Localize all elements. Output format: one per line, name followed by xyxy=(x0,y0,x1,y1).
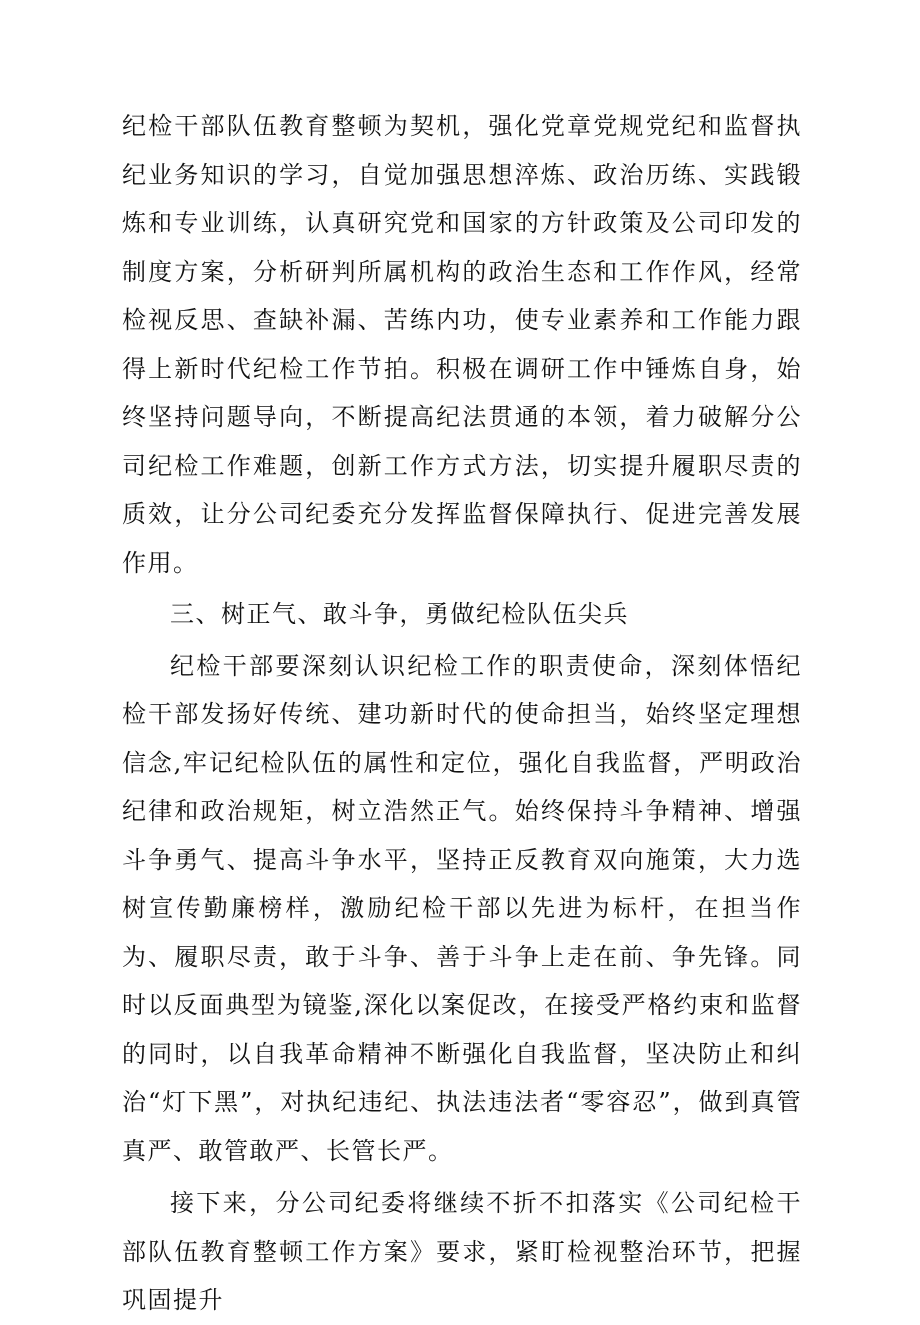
section-heading-3: 三、树正气、敢斗争，勇做纪检队伍尖兵 xyxy=(170,600,629,628)
paragraph-next-steps: 接下来，分公司纪委将继续不折不扣落实《公司纪检干部队伍教育整顿工作方案》要求，紧盯检视整治环节，把握巩固提升 xyxy=(122,1189,802,1314)
paragraph-section-3: 纪检干部要深刻认识纪检工作的职责使命，深刻体悟纪检干部发扬好传统、建功新时代的使命担当，始终坚定理想信念,牢记纪检队伍的属性和定位，强化自我监督，严明政治纪律和政治规矩，树立浩然正气。始终保持斗争精神、增强斗争勇气、提高斗争水平，坚持正反教育双向施策，大力选树宣传勤廉榜样，激励纪检干部以先进为标杆，在担当作为、履职尽责，敢于斗争、善于斗争上走在前、争先锋。同时以反面典型为镜鉴,深化以案促改，在接受严格约束和监督的同时，以自我革命精神不断强化自我监督，坚决防止和纠治“灯下黑”，对执纪违纪、执法违法者“零容忍”，做到真管真严、敢管敢严、长管长严。 xyxy=(122,651,802,1165)
paragraph-continuation: 纪检干部队伍教育整顿为契机，强化党章党规党纪和监督执纪业务知识的学习，自觉加强思想淬炼、政治历练、实践锻炼和专业训练，认真研究党和国家的方针政策及公司印发的制度方案，分析研判所属机构的政治生态和工作作风，经常检视反思、查缺补漏、苦练内功，使专业素养和工作能力跟得上新时代纪检工作节拍。积极在调研工作中锤炼自身，始终坚持问题导向，不断提高纪法贯通的本领，着力破解分公司纪检工作难题，创新工作方式方法，切实提升履职尽责的质效，让分公司纪委充分发挥监督保障执行、促进完善发展作用。 xyxy=(122,112,802,577)
document-body xyxy=(122,102,802,1325)
